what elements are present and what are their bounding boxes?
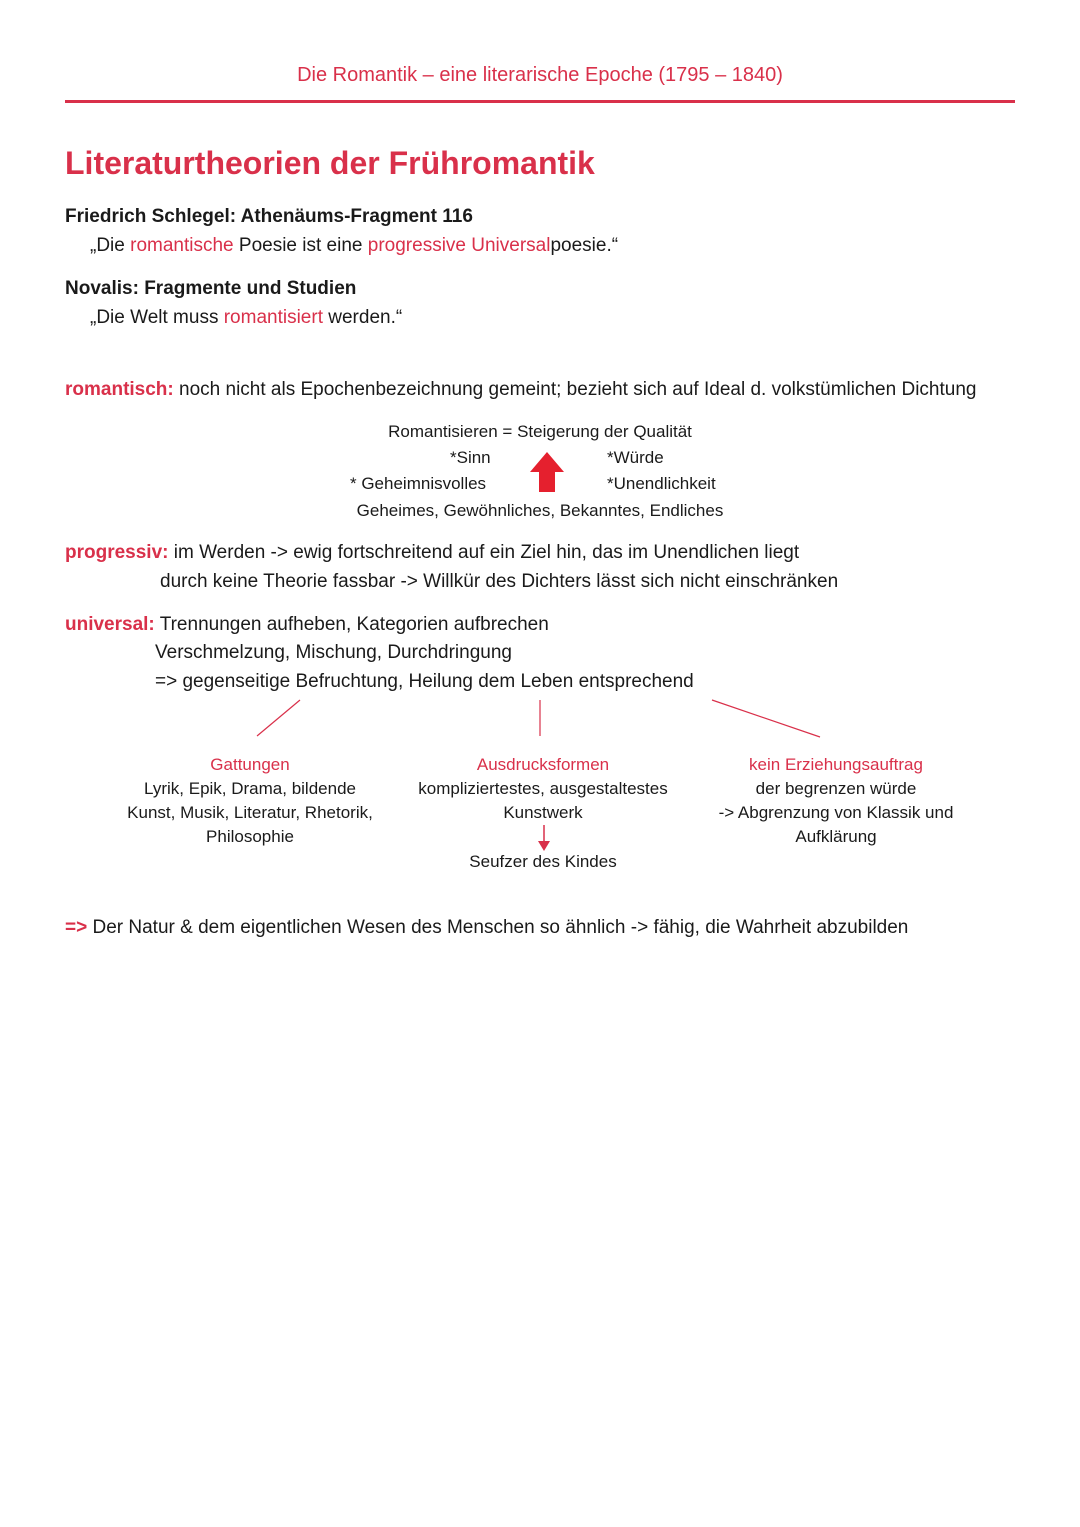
page-title: Literaturtheorien der Frühromantik (65, 145, 595, 181)
quote-novalis: „Die Welt muss romantisiert werden.“ (90, 307, 403, 328)
romantisieren-title: Romantisieren = Steigerung der Qualität (388, 422, 692, 441)
romantisieren-left-2: * Geheimnisvolles (350, 474, 487, 493)
universal-line-2: Verschmelzung, Mischung, Durchdringung (155, 642, 512, 663)
branch-line-right (712, 700, 820, 737)
branch-line: Lyrik, Epik, Drama, bildende (144, 779, 356, 798)
branch-line: -> Abgrenzung von Klassik und (718, 803, 954, 822)
romantisieren-right-2: *Unendlichkeit (607, 474, 716, 493)
romantisch-definition: romantisch: noch nicht als Epochenbezeichnung gemeint; bezieht sich auf Ideal d. volkstümlichen Dichtung (65, 379, 977, 400)
universal-line-3: => gegenseitige Befruchtung, Heilung dem Leben entsprechend (155, 671, 694, 692)
universal-line-1: universal: Trennungen aufheben, Kategorien aufbrechen (65, 614, 549, 635)
quote-source-novalis: Novalis: Fragmente und Studien (65, 278, 357, 299)
branch-line: Kunst, Musik, Literatur, Rhetorik, (127, 803, 373, 822)
branch-line: der begrenzen würde (755, 779, 917, 798)
branch-line: Aufklärung (795, 827, 877, 846)
branch-erziehungsauftrag (686, 753, 986, 849)
branch-head: kein Erziehungsauftrag (749, 755, 923, 774)
branch-gattungen (100, 753, 400, 849)
branch-result: Seufzer des Kindes (469, 852, 617, 871)
arrow-down-icon (538, 825, 550, 851)
progressiv-line-2: durch keine Theorie fassbar -> Willkür des Dichters lässt sich nicht einschränken (160, 571, 839, 592)
branch-line: Philosophie (206, 827, 294, 846)
progressiv-line-1: progressiv: im Werden -> ewig fortschreitend auf ein Ziel hin, das im Unendlichen liegt (65, 542, 800, 563)
branch-head: Gattungen (210, 755, 290, 774)
romantisieren-base: Geheimes, Gewöhnliches, Bekanntes, Endliches (356, 501, 724, 520)
romantisieren-left-1: *Sinn (450, 448, 491, 467)
quote-source-schlegel: Friedrich Schlegel: Athenäums-Fragment 116 (65, 206, 473, 227)
branch-line: kompliziertestes, ausgestaltestes (418, 779, 668, 798)
page-header: Die Romantik – eine literarische Epoche (1795 – 1840) (297, 64, 783, 86)
romantisieren-right-1: *Würde (607, 448, 664, 467)
branch-line: Kunstwerk (503, 803, 583, 822)
conclusion: => Der Natur & dem eigentlichen Wesen des Menschen so ähnlich -> fähig, die Wahrheit abzubilden (65, 917, 909, 938)
branch-ausdrucksformen (393, 753, 693, 825)
quote-schlegel: „Die romantische Poesie ist eine progressive Universalpoesie.“ (90, 235, 619, 256)
arrow-up-icon (530, 452, 564, 492)
branch-line-left (257, 700, 300, 736)
branch-head: Ausdrucksformen (476, 755, 610, 774)
